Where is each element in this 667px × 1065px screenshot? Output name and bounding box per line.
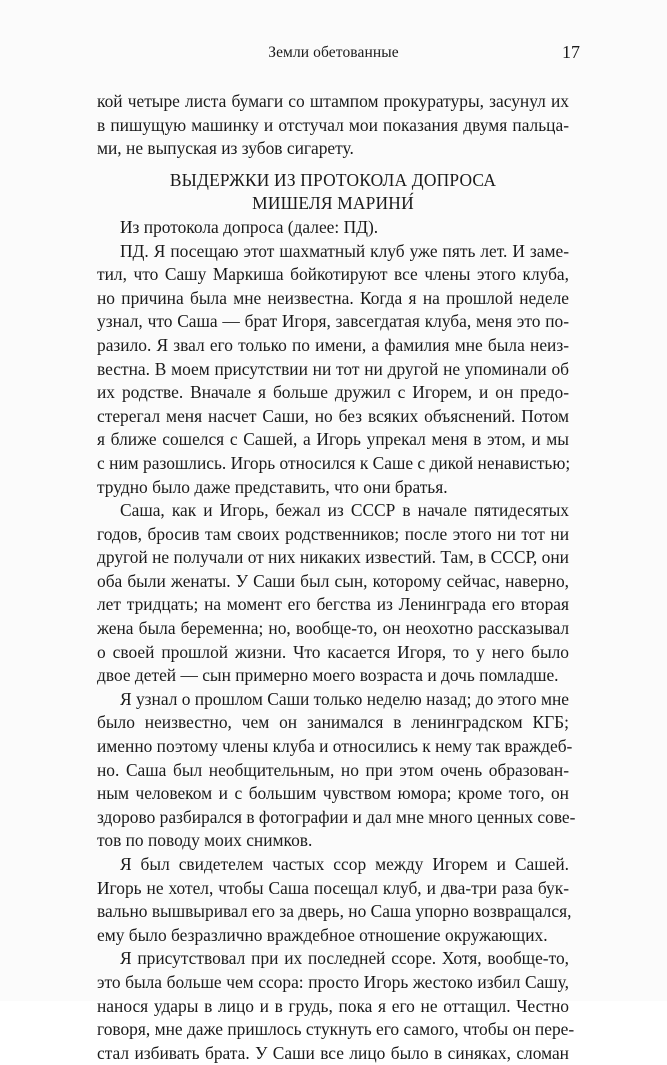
text-line: Из протокола допроса (далее: ПД). xyxy=(120,216,379,237)
paragraph xyxy=(97,240,569,500)
paragraph xyxy=(97,853,572,947)
text-line: но. Саша был необщительным, но при этом очень образован- xyxy=(97,759,569,780)
running-title: Земли обетованные xyxy=(268,44,399,61)
text-line: двое детей — сын примерно моего возраста и дочь помладше. xyxy=(97,665,559,686)
paragraph-continuation xyxy=(97,90,569,161)
text-line: Игорь не хотел, чтобы Саша посещал клуб, и два-три раза бук- xyxy=(97,877,569,898)
text-line: в пишущую машинку и отстучал мои показания двумя пальца- xyxy=(97,114,569,135)
text-line: кой четыре листа бумаги со штампом прокуратуры, засунул их xyxy=(97,91,569,111)
text-line: но причина была мне неизвестна. Когда я на прошлой неделе xyxy=(97,287,569,308)
text-line: ми, не выпуская из зубов сигарету. xyxy=(97,138,354,159)
text-line: вально вышвыривал его за дверь, но Саша упорно возвращался, xyxy=(97,901,572,922)
text-line: с ним разошлись. Игорь относился к Саше с дикой ненавистью; xyxy=(97,452,571,473)
text-line: тов по поводу моих снимков. xyxy=(97,830,313,851)
text-line: именно поэтому члены клуба и относились к нему так враждеб- xyxy=(97,736,573,757)
text-line: говоря, мне даже пришлось стукнуть его самого, чтобы он пере- xyxy=(97,1019,575,1040)
text-line: Я был свидетелем частых ссор между Игорем и Сашей. xyxy=(120,854,569,874)
text-line: это была больше чем ссора: просто Игорь жестоко избил Сашу, xyxy=(97,971,569,992)
text-line: их родстве. Вначале я больше дружил с Игорем, и он предо- xyxy=(97,382,569,403)
paragraph xyxy=(97,688,576,853)
text-line: оба были женаты. У Саши был сын, которому сейчас, наверно, xyxy=(97,570,569,591)
text-line: жена была беременна; но, вообще-то, он неохотно рассказывал xyxy=(97,618,569,639)
text-line: было неизвестно, чем он занимался в ленинградском КГБ; xyxy=(97,712,569,733)
text-line: нанося удары в лицо и в грудь, пока я его не оттащил. Честно xyxy=(97,995,569,1016)
text-line: Я узнал о прошлом Саши только неделю назад; до этого мне xyxy=(120,688,569,709)
paragraph xyxy=(97,499,569,688)
heading-line-1: ВЫДЕРЖКИ ИЗ ПРОТОКОЛА ДОПРОСА xyxy=(169,169,497,190)
text-line: узнал, что Саша — брат Игоря, завсегдатая клуба, меня это по- xyxy=(97,311,569,332)
text-line: ему было безразлично враждебное отношение окружающих. xyxy=(97,924,548,945)
text-line: здорово разбирался в фотографии и дал мне много ценных сове- xyxy=(97,806,576,827)
text-line: трудно было даже представить, что они братья. xyxy=(97,476,448,497)
text-line: стерегал меня насчет Саши, но без всяких объяснений. Потом xyxy=(97,405,569,426)
text-line: разило. Я звал его только по имени, а фамилия мне была неиз- xyxy=(97,334,569,355)
text-line: стал избивать брата. У Саши все лицо было в синяках, сломан xyxy=(97,1042,569,1063)
text-line: тил, что Сашу Маркиша бойкотируют все члены этого клуба, xyxy=(97,264,569,285)
page-number: 17 xyxy=(562,42,580,62)
text-line: годов, бросив там своих родственников; после этого ни тот ни xyxy=(97,523,569,544)
text-line: ным человеком и с большим чувством юмора; кроме того, он xyxy=(97,783,569,804)
text-line: ПД. Я посещаю этот шахматный клуб уже пять лет. И заме- xyxy=(120,240,569,261)
text-line: о своей прошлой жизни. Что касается Игоря, то у него было xyxy=(97,641,569,662)
text-line: Саша, как и Игорь, бежал из СССР в начале пятидесятых xyxy=(120,500,569,521)
page-header xyxy=(0,44,667,68)
paragraph-intro xyxy=(97,216,569,240)
text-line: лет тридцать; на момент его бегства из Ленинграда его вторая xyxy=(97,594,569,615)
text-line: вестна. В моем присутствии ни тот ни другой не упоминали об xyxy=(97,358,569,379)
text-line: Я присутствовал при их последней ссоре. Хотя, вообще-то, xyxy=(120,948,569,969)
text-line: другой не получали от них никаких известий. Там, в СССР, они xyxy=(97,547,569,568)
section-heading xyxy=(97,169,569,216)
heading-line-2: МИШЕЛЯ МАРИНИ́ xyxy=(252,193,414,214)
page-body xyxy=(97,90,576,1065)
paragraph xyxy=(97,947,575,1065)
text-line: я ближе сошелся с Сашей, а Игорь упрекал меня в этом, и мы xyxy=(97,429,569,450)
